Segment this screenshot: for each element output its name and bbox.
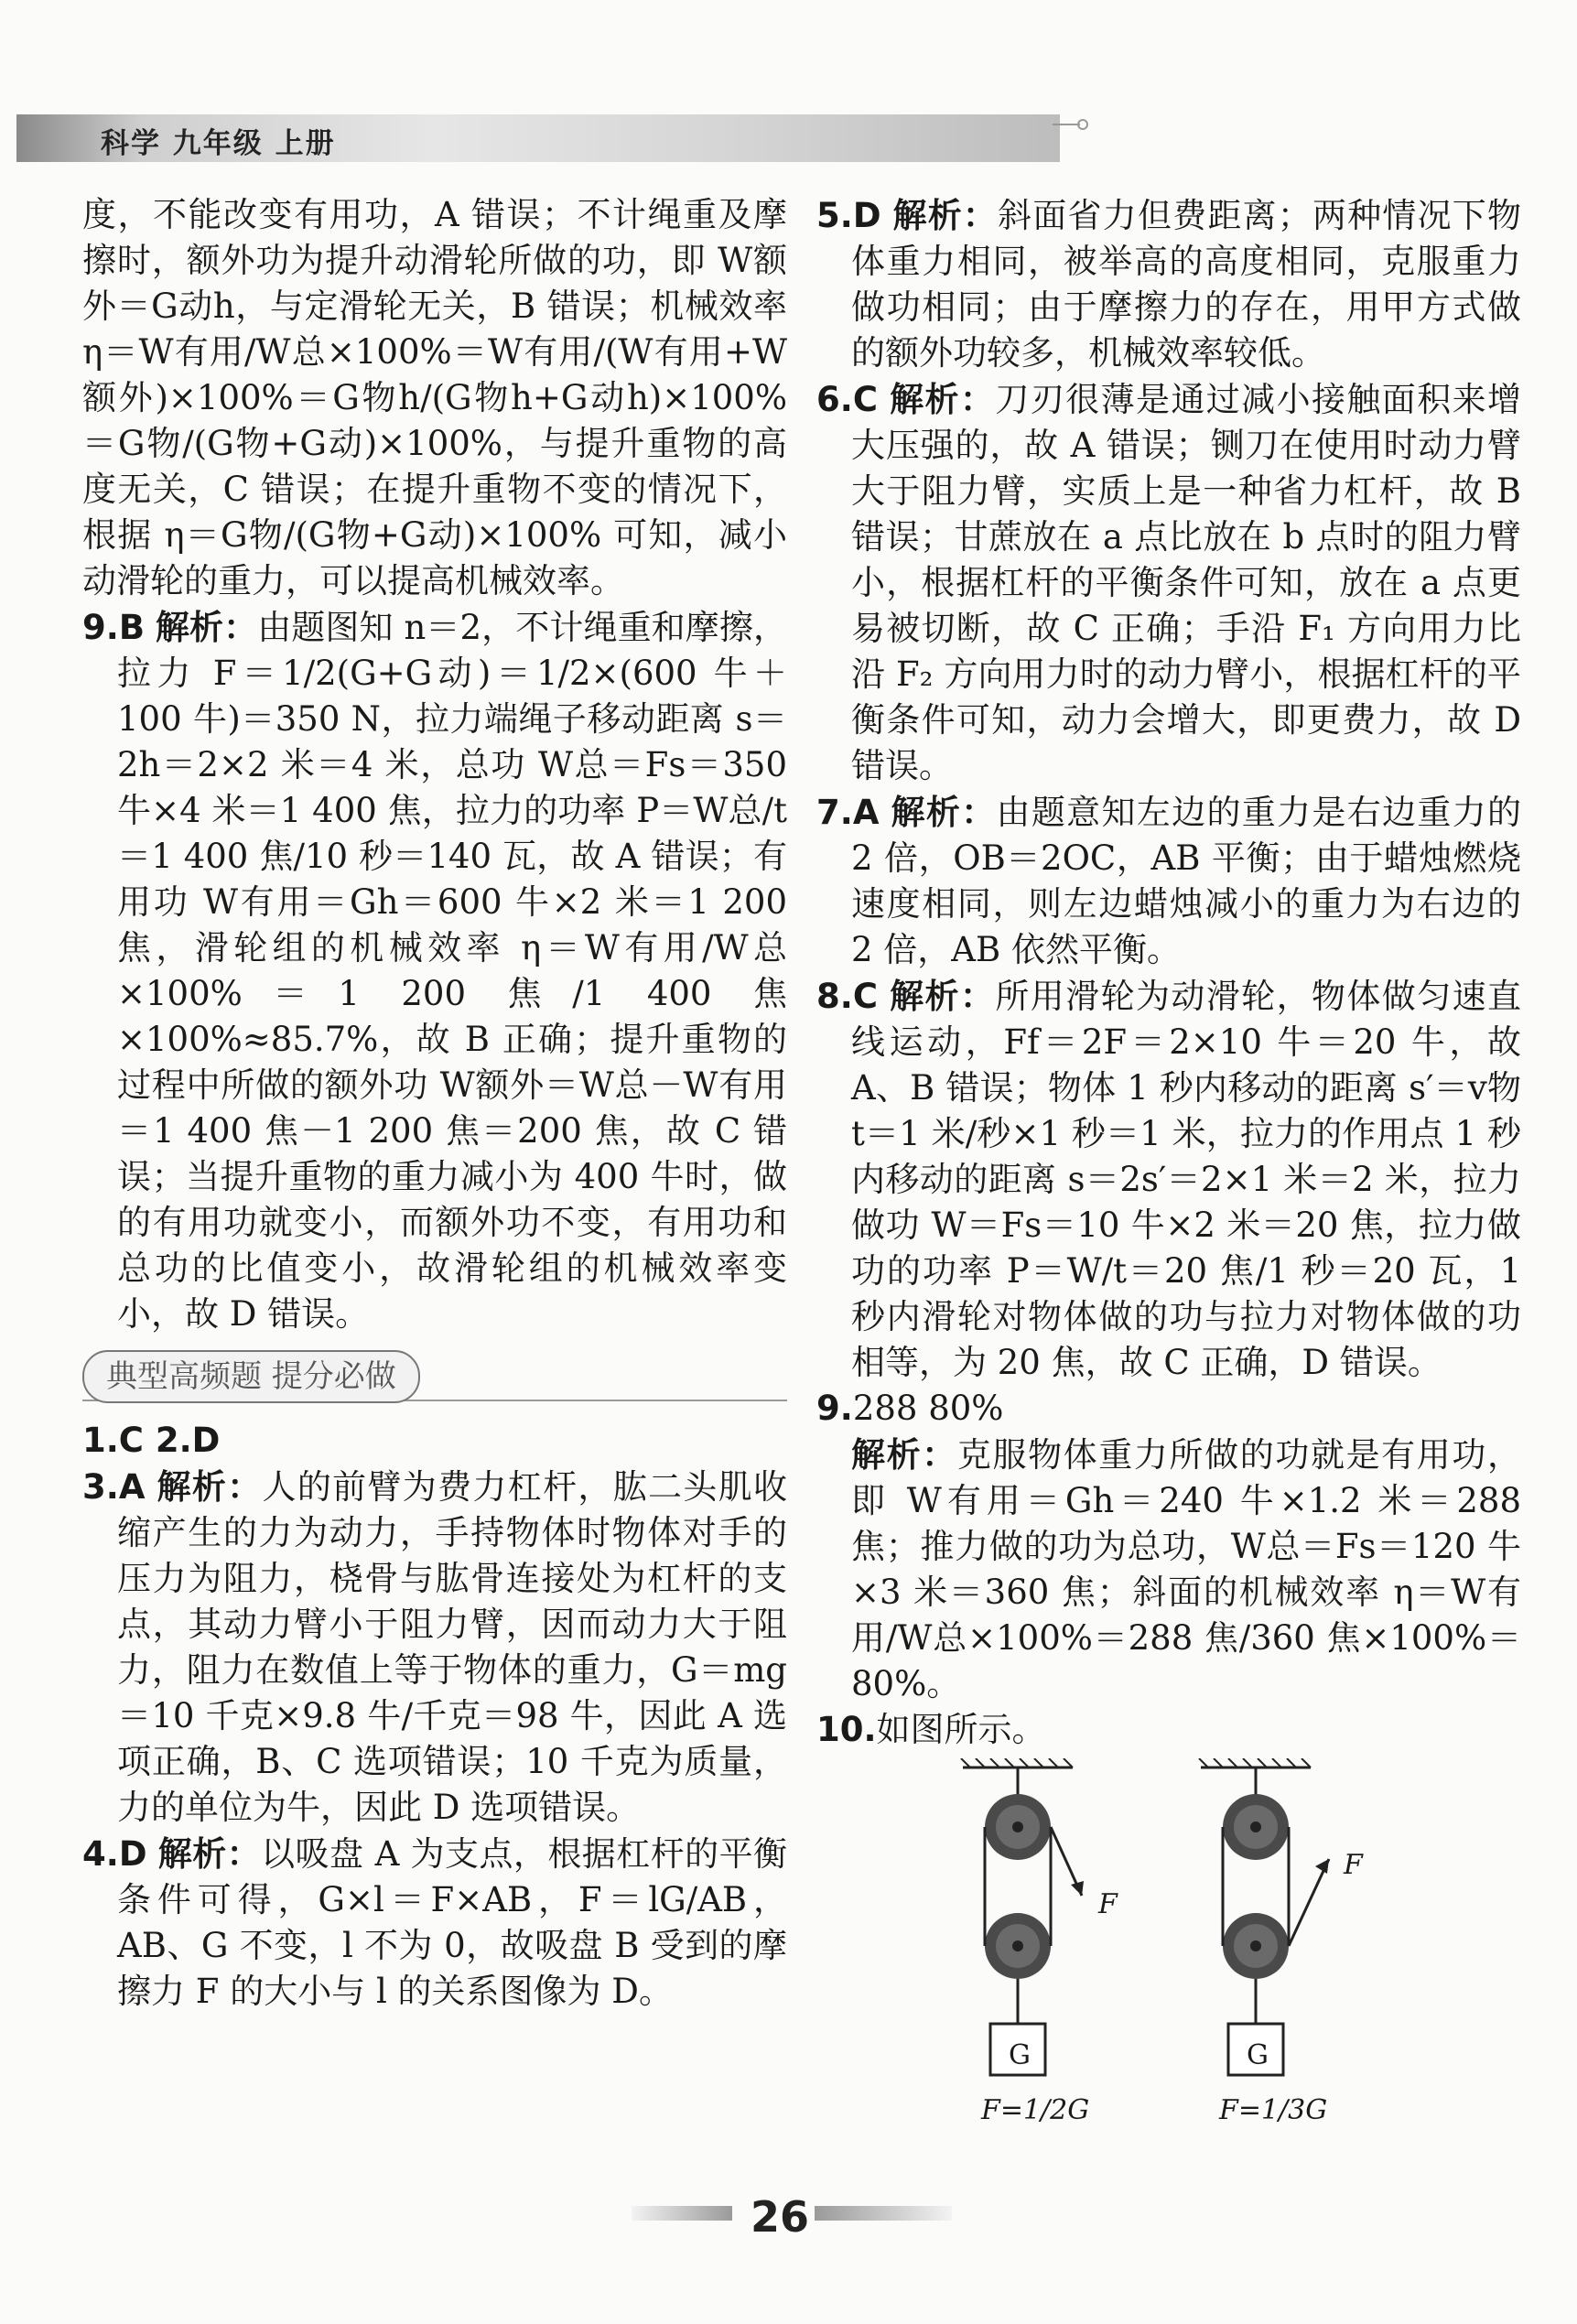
analysis-label: 解析：: [892, 195, 999, 235]
answer-item-1-2: [82, 1418, 787, 1464]
item-number: 7.: [816, 793, 853, 832]
item-answer: C: [852, 380, 878, 419]
page-number-bar-right: [815, 2206, 952, 2221]
right-column: [816, 192, 1521, 2143]
analysis-label: 解析：: [891, 792, 997, 832]
answer-item-5: [816, 192, 1521, 376]
item-answer: D: [118, 1834, 147, 1874]
caption-right: F=1/3G: [1219, 2094, 1328, 2126]
item-number: 9.: [82, 608, 119, 647]
item-number: 10.: [816, 1710, 877, 1749]
analysis-text: 刀刃很薄是通过减小接触面积来增大压强的，故 A 错误；铡刀在使用时动力臂大于阻力臂，实质上是一种省力杠杆，故 B 错误；甘蔗放在 a 点比放在 b 点时的阻力臂小，根据杠杆的平衡条件可知，放在 a 点更易被切断，故 C 正确；手沿 F₁ 方向用力比沿 F₂ 方向用力时的动力臂小，根据杠杆的平衡条件可知，动力会增大，即更费力，故 D 错误。: [851, 380, 1522, 785]
short-answers: 1.C 2.D: [82, 1421, 221, 1460]
item-answer: 288 80%: [852, 1389, 1004, 1428]
item-number: 4.: [82, 1834, 119, 1874]
answer-item-3: [82, 1464, 787, 1831]
page-number-bar-left: [632, 2206, 732, 2221]
answer-item-10: [816, 1707, 1521, 1753]
analysis-text: 克服物体重力所做的功就是有用功，即 W有用＝Gh＝240 牛×1.2 米＝288 焦；推力做的功为总功，W总＝Fs＝120 牛×3 米＝360 焦；斜面的机械效率 η＝W有用/W总×100%＝288 焦/360 焦×100%＝80%。: [851, 1435, 1522, 1703]
caption-left: F=1/2G: [981, 2094, 1090, 2126]
page-number: 26: [751, 2192, 810, 2242]
analysis-label: 解析：: [155, 607, 258, 647]
answer-item-7: [816, 789, 1521, 973]
item-text: 如图所示。: [876, 1710, 1046, 1749]
analysis-text: 斜面省力但费距离；两种情况下物体重力相同，被举高的高度相同，克服重力做功相同；由于摩擦力的存在，用甲方式做的额外功较多，机械效率较低。: [851, 196, 1522, 373]
analysis-text: 所用滑轮为动滑轮，物体做匀速直线运动，Ff＝2F＝2×10 牛＝20 牛，故 A、B 错误；物体 1 秒内移动的距离 s′＝v物t＝1 米/秒×1 秒＝1 米，拉力的作用点 1 秒内移动的距离 s＝2s′＝2×1 米＝2 米，拉力做功 W＝Fs＝10 牛×2 米＝20 焦，拉力做功的功率 P＝W/t＝20 焦/1 秒＝20 瓦，1 秒内滑轮对物体做的功与拉力对物体做的功相等，为 20 焦，故 C 正确，D 错误。: [851, 977, 1522, 1382]
answer-item-9: [82, 604, 787, 1337]
section-heading: [82, 1350, 787, 1409]
analysis-label: 解析：: [890, 379, 996, 419]
item-answer: C: [852, 977, 878, 1016]
pulley-diagram: [945, 1758, 1457, 2143]
answer-item-8: [816, 973, 1521, 1386]
item-answer: A: [852, 793, 880, 832]
pulley-system-right: [1199, 1758, 1329, 2075]
item-answer: B: [118, 608, 146, 647]
answer-item-9-right: [816, 1386, 1521, 1707]
weight-label-left: G: [1009, 2039, 1031, 2071]
item-answer: A: [118, 1467, 146, 1507]
item-number: 6.: [816, 380, 853, 419]
header-line-end-icon: [1053, 115, 1089, 134]
force-label-left: F: [1098, 1888, 1118, 1920]
analysis-text: 由题图知 n＝2，不计绳重和摩擦，拉力 F＝1/2(G+G动)＝1/2×(600 牛＋100 牛)＝350 N，拉力端绳子移动距离 s＝2h＝2×2 米＝4 米，总功 W总＝Fs＝350 牛×4 米＝1 400 焦，拉力的功率 P＝W总/t＝1 400 焦/10 秒＝140 瓦，故 A 错误；有用功 W有用＝Gh＝600 牛×2 米＝1 200 焦，滑轮组的机械效率 η＝W有用/W总×100%＝1 200 焦/1 400 焦×100%≈85.7%，故 B 正确；提升重物的过程中所做的额外功 W额外＝W总－W有用＝1 400 焦－1 200 焦＝200 焦，故 C 错误；当提升重物的重力减小为 400 牛时，做的有用功就变小，而额外功不变，有用功和总功的比值变小，故滑轮组的机械效率变小，故 D 错误。: [117, 608, 787, 1334]
answer-item-6: [816, 376, 1521, 789]
analysis-text: 以吸盘 A 为支点，根据杠杆的平衡条件可得，G×l＝F×AB，F＝lG/AB，AB、G 不变，l 不为 0，故吸盘 B 受到的摩擦力 F 的大小与 l 的关系图像为 D。: [117, 1834, 788, 2011]
analysis-label: 解析：: [890, 976, 996, 1016]
item-answer: D: [852, 196, 881, 235]
header-title: 科学 九年级 上册: [101, 127, 336, 160]
pulley-figure: [816, 1758, 1521, 2143]
force-arrow-icon: [1071, 1881, 1084, 1896]
weight-label-right: G: [1247, 2039, 1269, 2071]
item-number: 9.: [816, 1389, 853, 1428]
item-number: 3.: [82, 1467, 119, 1507]
item-number: 8.: [816, 977, 853, 1016]
section-title: 典型高频题 提分必做: [82, 1350, 420, 1403]
pulley-system-left: [961, 1758, 1084, 2075]
item-number: 5.: [816, 196, 853, 235]
analysis-label: 解析：: [851, 1434, 957, 1475]
analysis-text: 人的前臂为费力杠杆，肱二头肌收缩产生的力为动力，手持物体时物体对手的压力为阻力，桡骨与肱骨连接处为杠杆的支点，其动力臂小于阻力臂，因而动力大于阻力，阻力在数值上等于物体的重力，G＝mg＝10 千克×9.8 牛/千克＝98 牛，因此 A 选项正确，B、C 选项错误；10 千克为质量，力的单位为牛，因此 D 选项错误。: [117, 1467, 788, 1827]
left-paragraph-1: 度，不能改变有用功，A 错误；不计绳重及摩擦时，额外功为提升动滑轮所做的功，即 W额外＝G动h，与定滑轮无关，B 错误；机械效率 η＝W有用/W总×100%＝W有用/(W有用+W额外)×100%＝G物h/(G物h+G动h)×100%＝G物/(G物+G动)×100%，与提升重物的高度无关，C 错误；在提升重物不变的情况下，根据 η＝G物/(G物+G动)×100% 可知，减小动滑轮的重力，可以提高机械效率。: [82, 195, 787, 600]
analysis-text: 由题意知左边的重力是右边重力的 2 倍，OB＝2OC，AB 平衡；由于蜡烛燃烧速度相同，则左边蜡烛减小的重力为右边的 2 倍，AB 依然平衡。: [851, 793, 1522, 969]
force-label-right: F: [1344, 1849, 1363, 1881]
left-column: [82, 192, 787, 2015]
analysis-label: 解析：: [157, 1466, 263, 1507]
analysis-label: 解析：: [157, 1833, 262, 1874]
answer-item-4: [82, 1831, 787, 2015]
